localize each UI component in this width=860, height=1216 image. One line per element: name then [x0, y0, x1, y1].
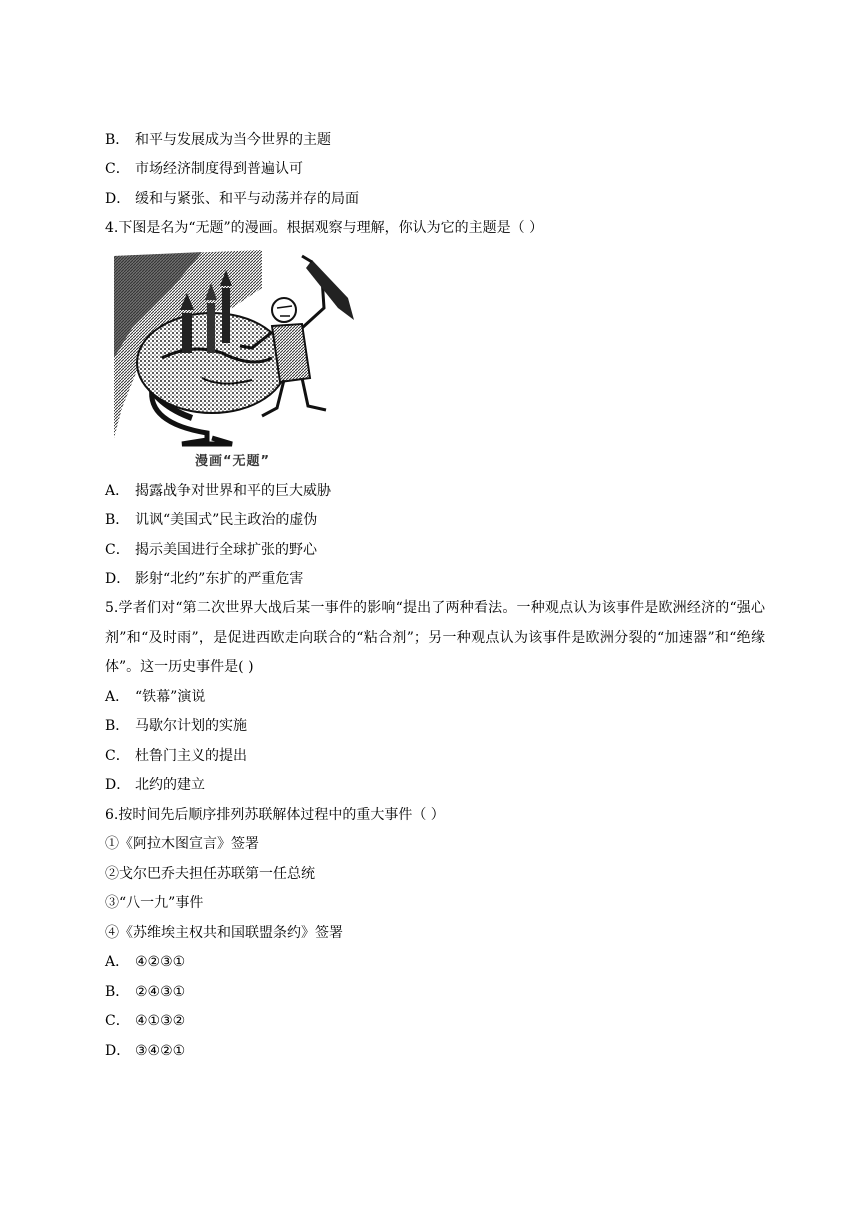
option-text: 和平与发展成为当今世界的主题 — [135, 132, 331, 148]
option-letter: C． — [105, 161, 130, 177]
option-letter: B． — [105, 718, 130, 734]
q6-item-1: ①《阿拉木图宣言》签署 — [105, 836, 259, 852]
q4-option-b — [105, 510, 765, 530]
q4-option-a — [105, 481, 765, 501]
option-text: 讥讽“美国式”民主政治的虚伪 — [135, 512, 318, 528]
option-text: 揭示美国进行全球扩张的野心 — [135, 542, 317, 558]
q6-option-b — [105, 982, 765, 1002]
option-letter: A． — [105, 689, 130, 705]
option-text: 影射“北约”东扩的严重危害 — [135, 571, 304, 587]
cartoon-image — [112, 248, 374, 472]
q4-stem: 4.下图是名为“无题”的漫画。根据观察与理解，你认为它的主题是（ ） — [105, 220, 544, 236]
option-text: 马歇尔计划的实施 — [135, 718, 247, 734]
q6-option-a — [105, 952, 765, 972]
q3-option-d — [105, 189, 765, 209]
q5-option-b — [105, 716, 765, 736]
q6-item-3: ③“八一九”事件 — [105, 895, 204, 911]
option-letter: D． — [105, 1043, 131, 1059]
q4-option-d — [105, 569, 765, 589]
option-letter: D． — [105, 777, 131, 793]
q5-option-c — [105, 746, 765, 766]
option-letter: C． — [105, 542, 130, 558]
q5-option-d — [105, 775, 765, 795]
q5-option-a — [105, 687, 765, 707]
option-text: ③④②① — [135, 1043, 186, 1059]
q4-option-c — [105, 540, 765, 560]
option-letter: B． — [105, 512, 130, 528]
q6-item-2: ②戈尔巴乔夫担任苏联第一任总统 — [105, 866, 315, 882]
option-letter: B． — [105, 132, 130, 148]
cartoon-caption: 漫画“无题” — [195, 454, 271, 469]
q6-item-4: ④《苏维埃主权共和国联盟条约》签署 — [105, 925, 343, 941]
option-letter: D． — [105, 191, 131, 207]
option-text: ④①③② — [135, 1013, 186, 1029]
q5-stem: 5.学者们对“第二次世界大战后某一事件的影响“提出了两种看法。一种观点认为该事件是欧洲经济的“强心剂”和“及时雨”，是促进西欧走向联合的“粘合剂”；另一种观点认为该事件是欧洲分裂的“加速器”和“绝缘体”。这一历史事件是( ) — [105, 600, 765, 675]
option-letter: A． — [105, 483, 130, 499]
option-letter: D． — [105, 571, 131, 587]
option-text: 北约的建立 — [135, 777, 205, 793]
option-text: “铁幕”演说 — [135, 689, 206, 705]
option-text: 揭露战争对世界和平的巨大威胁 — [135, 483, 331, 499]
option-letter: B． — [105, 984, 130, 1000]
option-text: 缓和与紧张、和平与动荡并存的局面 — [135, 191, 359, 207]
q3-option-c — [105, 159, 765, 179]
option-text: ④②③① — [135, 954, 186, 970]
option-letter: C． — [105, 1013, 130, 1029]
option-text: 市场经济制度得到普遍认可 — [135, 161, 303, 177]
q3-option-b — [105, 130, 765, 150]
q6-option-c — [105, 1011, 765, 1031]
option-text: ②④③① — [135, 984, 186, 1000]
q6-option-d — [105, 1041, 765, 1061]
q6-stem: 6.按时间先后顺序排列苏联解体过程中的重大事件（ ） — [105, 807, 445, 823]
option-letter: A． — [105, 954, 130, 970]
option-letter: C． — [105, 748, 130, 764]
option-text: 杜鲁门主义的提出 — [135, 748, 247, 764]
